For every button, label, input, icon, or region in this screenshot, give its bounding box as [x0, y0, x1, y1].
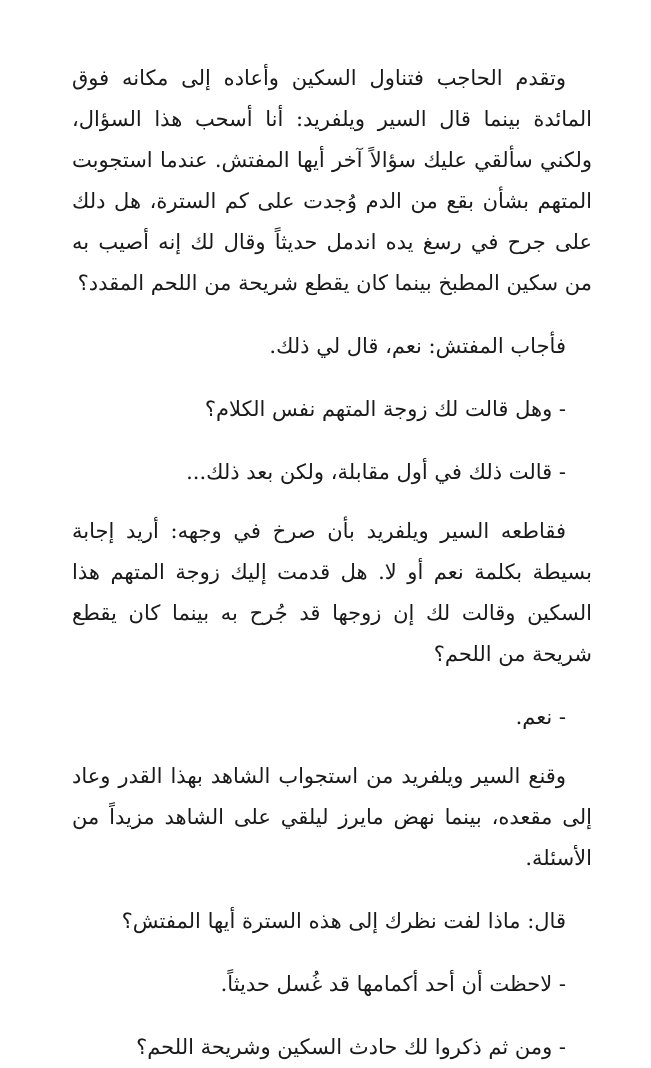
dialogue-line-first-interview: - قالت ذلك في أول مقابلة، ولكن بعد ذلك...: [186, 460, 566, 484]
paragraph-myers-rises: وقنع السير ويلفريد من استجواب الشاهد بهذا القدر وعاد إلى مقعده، بينما نهض مايرز ليلقي على الشاهد مزيداً من الأسئلة.: [72, 764, 592, 870]
book-page: [72, 58, 592, 1068]
paragraph-interruption: فقاطعه السير ويلفريد بأن صرخ في وجهه: أريد إجابة بسيطة بكلمة نعم أو لا. هل قدمت إليك زوجة المتهم هذا السكين وقالت لك إن زوجها قد جُرح به بينما كان يقطع شريحة من اللحم؟: [72, 519, 592, 666]
dialogue-line-sleeve-washed: - لاحظت أن أحد أكمامها قد غُسل حديثاً.: [220, 972, 566, 996]
paragraph-bailiff-and-question: وتقدم الحاجب فتناول السكين وأعاده إلى مكانه فوق المائدة بينما قال السير ويلفريد: أنا أسحب هذا السؤال، ولكني سألقي عليك سؤالاً آخر أيها المفتش. عندما استجوبت المتهم بشأن بقع من الدم وُجدت على كم السترة، هل دلك على جرح في رسغ يده اندمل حديثاً وقال لك إنه أصيب به من سكين المطبخ بينما كان يقطع شريحة من اللحم المقدد؟: [72, 66, 592, 295]
dialogue-line-knife-incident: - ومن ثم ذكروا لك حادث السكين وشريحة اللحم؟: [136, 1035, 566, 1059]
inspector-answer-line: فأجاب المفتش: نعم، قال لي ذلك.: [269, 334, 566, 358]
dialogue-line-yes: - نعم.: [515, 705, 566, 729]
dialogue-line-wife-question: - وهل قالت لك زوجة المتهم نفس الكلام؟: [204, 397, 566, 421]
dialogue-line-jacket-question: قال: ماذا لفت نظرك إلى هذه السترة أيها المفتش؟: [121, 909, 566, 933]
